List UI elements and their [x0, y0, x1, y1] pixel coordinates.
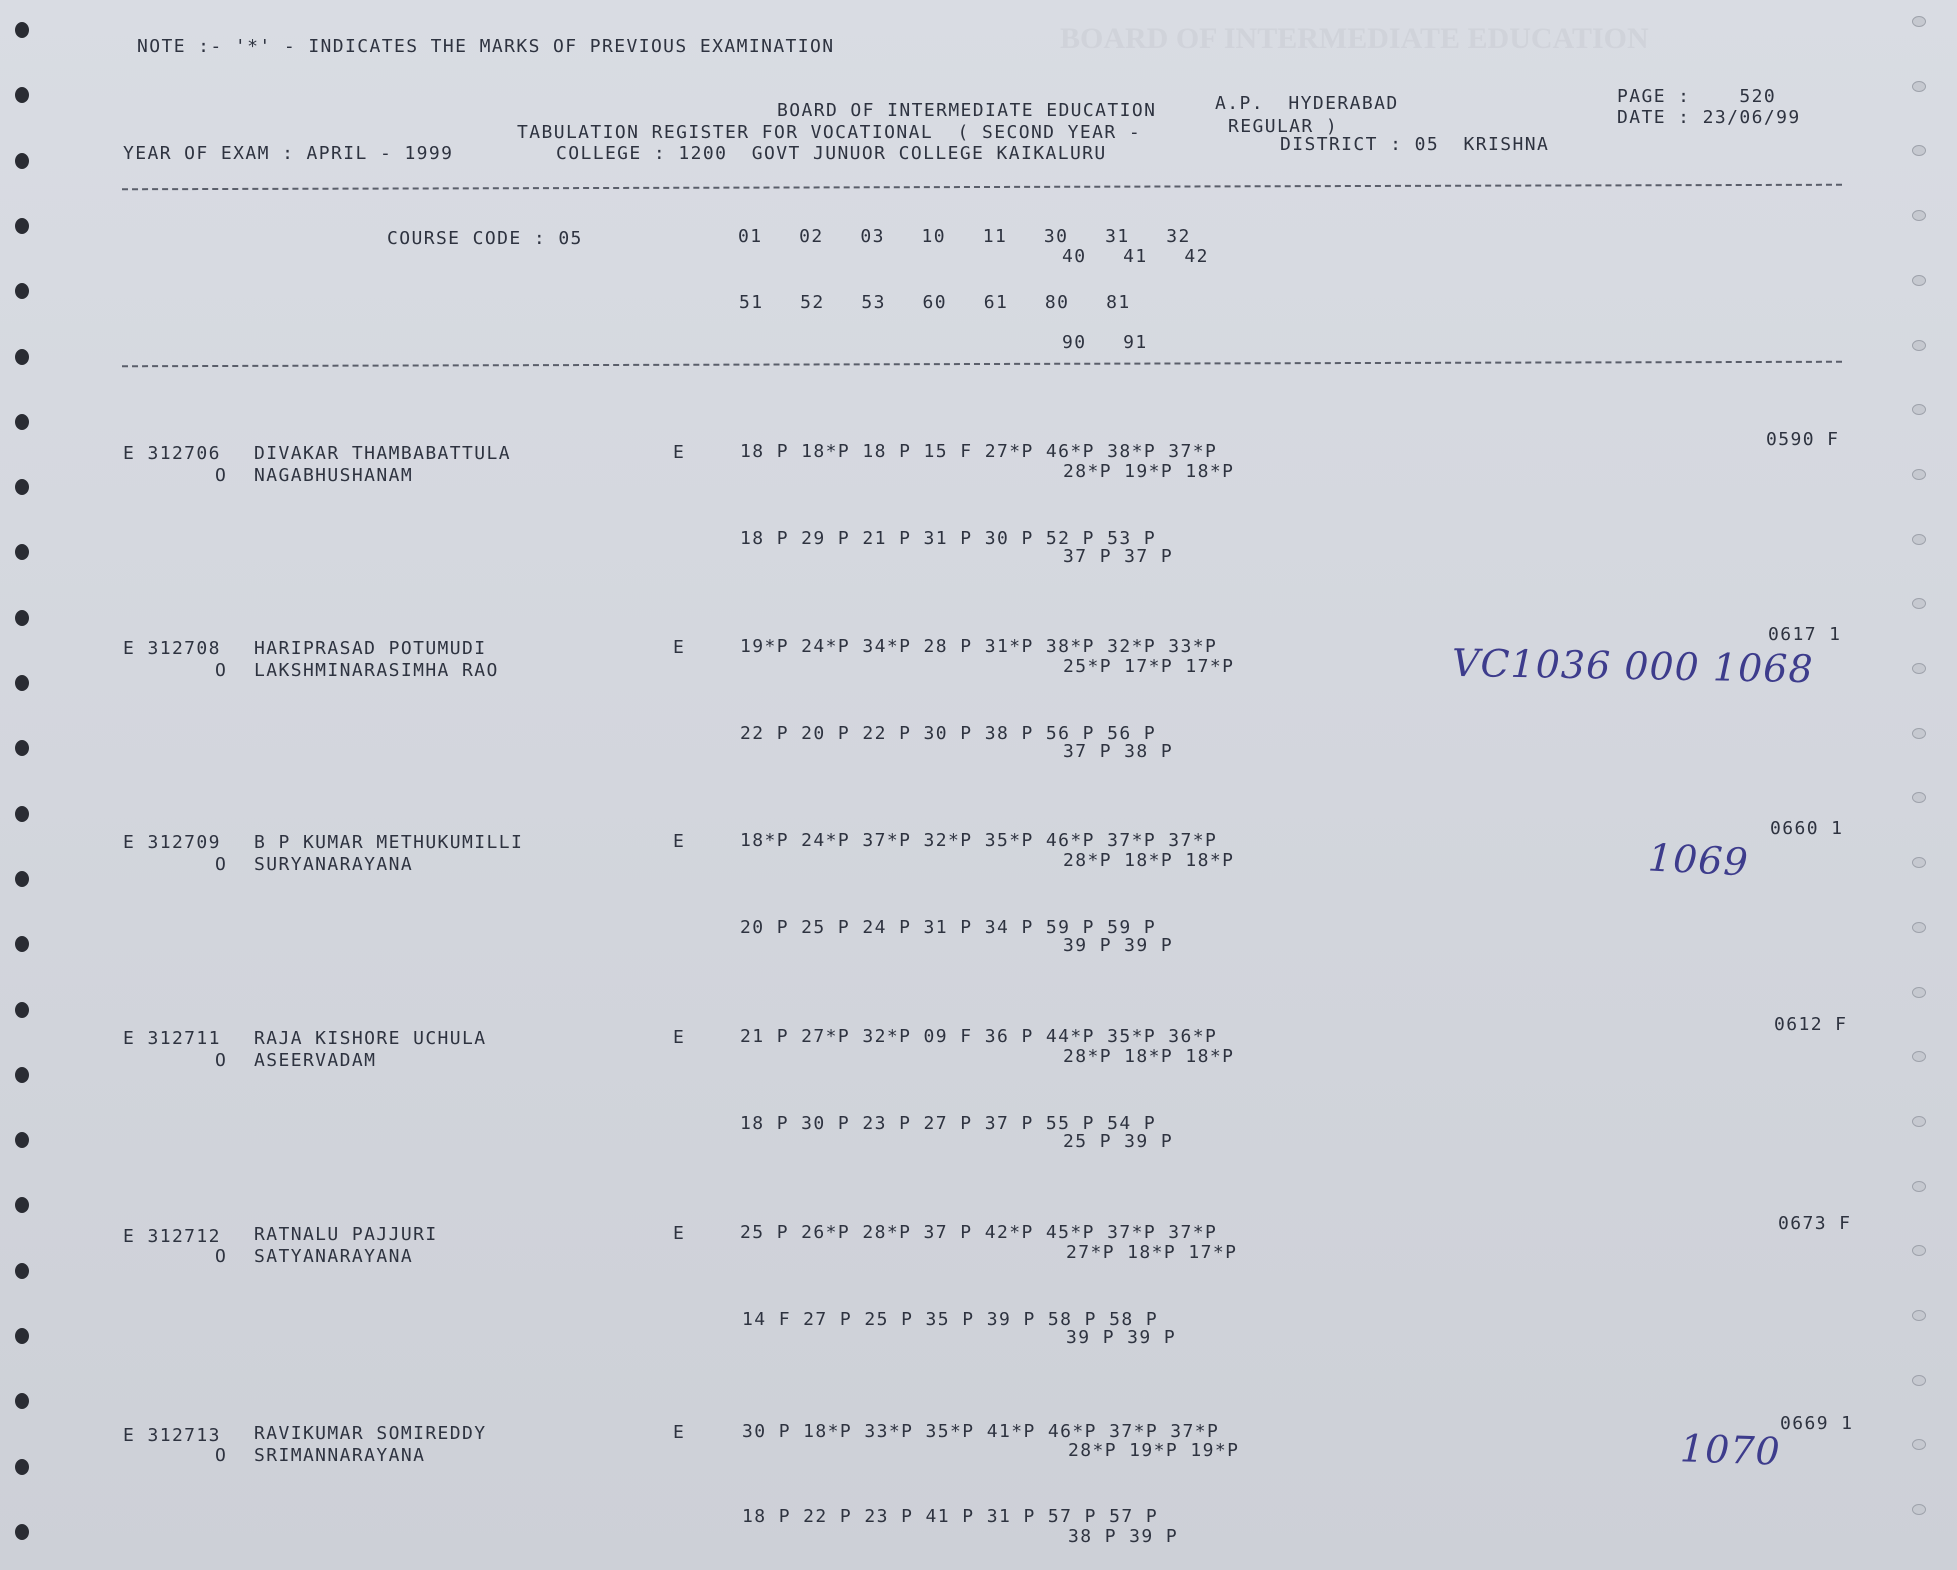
- feed-hole: [15, 610, 29, 626]
- marks-row1: 19*P 24*P 34*P 28 P 31*P 38*P 32*P 33*P: [740, 636, 1218, 657]
- feed-hole: [15, 871, 29, 887]
- group-code: E: [673, 1027, 686, 1048]
- subject-codes-row2: 51 52 53 60 61 80 81: [739, 292, 1131, 313]
- total-result: 0617 1: [1768, 624, 1842, 645]
- subject-codes-row1: 01 02 03 10 11 30 31 32: [738, 226, 1191, 247]
- feed-hole: [15, 1524, 29, 1540]
- feed-hole: [1912, 598, 1926, 609]
- marks-row1b: 25*P 17*P 17*P: [1063, 656, 1235, 677]
- feed-hole: [15, 414, 29, 430]
- feed-hole: [1912, 1181, 1926, 1192]
- feed-hole: [1912, 728, 1926, 739]
- feed-hole: [15, 1132, 29, 1148]
- student-name: DIVAKAR THAMBABATTULA: [254, 443, 511, 464]
- feed-hole: [1912, 340, 1926, 351]
- student-name: B P KUMAR METHUKUMILLI: [254, 832, 524, 853]
- handwritten-note: 1069: [1646, 835, 1750, 885]
- feed-hole: [1912, 534, 1926, 545]
- marks-row2: 18 P 29 P 21 P 31 P 30 P 52 P 53 P: [740, 528, 1157, 549]
- feed-hole: [1912, 922, 1926, 933]
- total-result: 0612 F: [1774, 1014, 1848, 1035]
- state-city: A.P. HYDERABAD: [1215, 93, 1399, 114]
- board-title: BOARD OF INTERMEDIATE EDUCATION: [777, 100, 1157, 121]
- feed-hole: [1912, 1439, 1926, 1450]
- feed-hole: [15, 675, 29, 691]
- marks-row1b: 28*P 18*P 18*P: [1063, 1046, 1235, 1067]
- feed-hole: [1912, 275, 1926, 286]
- feed-hole: [15, 22, 29, 38]
- student-name: HARIPRASAD POTUMUDI: [254, 638, 487, 659]
- bleed-through-text: BOARD OF INTERMEDIATE EDUCATION: [1060, 22, 1649, 55]
- marks-row1b: 28*P 19*P 18*P: [1063, 461, 1235, 482]
- feed-hole: [1912, 1504, 1926, 1515]
- marks-row2b: 37 P 38 P: [1063, 741, 1174, 762]
- page-number: PAGE : 520: [1617, 86, 1777, 107]
- total-result: 0669 1: [1780, 1413, 1854, 1434]
- district-line: DISTRICT : 05 KRISHNA: [1280, 134, 1550, 155]
- medium-code: O: [215, 854, 228, 875]
- reg-number: E 312713: [123, 1425, 221, 1446]
- feed-hole: [1912, 404, 1926, 415]
- year-of-exam: YEAR OF EXAM : APRIL - 1999: [123, 143, 454, 164]
- parent-name: ASEERVADAM: [254, 1050, 377, 1071]
- student-name: RAVIKUMAR SOMIREDDY: [254, 1423, 487, 1444]
- feed-hole: [15, 544, 29, 560]
- student-name: RAJA KISHORE UCHULA: [254, 1028, 487, 1049]
- handwritten-note: 1070: [1679, 1426, 1782, 1474]
- total-result: 0660 1: [1770, 818, 1844, 839]
- parent-name: SATYANARAYANA: [254, 1246, 414, 1267]
- medium-code: O: [215, 465, 228, 486]
- course-code-label: COURSE CODE : 05: [387, 228, 583, 249]
- feed-hole: [15, 87, 29, 103]
- total-result: 0673 F: [1778, 1213, 1852, 1234]
- feed-hole: [1912, 987, 1926, 998]
- dashed-rule-top: [122, 184, 1842, 191]
- feed-hole: [1912, 16, 1926, 27]
- feed-hole: [15, 1197, 29, 1213]
- parent-name: LAKSHMINARASIMHA RAO: [254, 660, 499, 681]
- reg-number: E 312709: [123, 832, 221, 853]
- parent-name: SRIMANNARAYANA: [254, 1445, 426, 1466]
- feed-hole: [15, 1263, 29, 1279]
- feed-hole: [15, 740, 29, 756]
- marks-row1: 18 P 18*P 18 P 15 F 27*P 46*P 38*P 37*P: [740, 441, 1218, 462]
- feed-hole: [1912, 1116, 1926, 1127]
- feed-hole: [1912, 1245, 1926, 1256]
- group-code: E: [673, 1223, 686, 1244]
- feed-hole: [1912, 1375, 1926, 1386]
- feed-hole: [15, 349, 29, 365]
- feed-hole: [1912, 210, 1926, 221]
- group-code: E: [673, 831, 686, 852]
- feed-hole: [15, 1067, 29, 1083]
- feed-hole: [1912, 663, 1926, 674]
- register-title: TABULATION REGISTER FOR VOCATIONAL ( SECOND YEAR -: [517, 122, 1142, 143]
- feed-hole: [15, 1328, 29, 1344]
- feed-hole: [1912, 792, 1926, 803]
- medium-code: O: [215, 1050, 228, 1071]
- dashed-rule-bottom: [122, 361, 1842, 368]
- marks-row1b: 28*P 18*P 18*P: [1063, 850, 1235, 871]
- total-result: 0590 F: [1766, 429, 1840, 450]
- feed-hole: [15, 936, 29, 952]
- group-code: E: [673, 1422, 686, 1443]
- feed-hole: [15, 218, 29, 234]
- reg-number: E 312712: [123, 1226, 221, 1247]
- marks-row2b: 25 P 39 P: [1063, 1131, 1174, 1152]
- handwritten-note: VC1036 000 1068: [1451, 640, 1814, 692]
- feed-hole: [1912, 81, 1926, 92]
- feed-hole: [15, 1393, 29, 1409]
- group-code: E: [673, 442, 686, 463]
- feed-hole: [1912, 469, 1926, 480]
- medium-code: O: [215, 660, 228, 681]
- marks-row1: 18*P 24*P 37*P 32*P 35*P 46*P 37*P 37*P: [740, 830, 1218, 851]
- feed-hole: [15, 1002, 29, 1018]
- marks-row2b: 37 P 37 P: [1063, 546, 1174, 567]
- marks-row2: 18 P 30 P 23 P 27 P 37 P 55 P 54 P: [740, 1113, 1157, 1134]
- student-name: RATNALU PAJJURI: [254, 1224, 438, 1245]
- subject-codes-row3: 90 91: [1062, 332, 1148, 353]
- marks-row1b: 27*P 18*P 17*P: [1066, 1242, 1238, 1263]
- feed-hole: [15, 153, 29, 169]
- feed-hole: [15, 806, 29, 822]
- subject-codes-row1b: 40 41 42: [1062, 246, 1209, 267]
- regular-label: REGULAR ): [1228, 116, 1339, 137]
- marks-row2b: 39 P 39 P: [1066, 1327, 1177, 1348]
- reg-number: E 312706: [123, 443, 221, 464]
- feed-hole: [15, 283, 29, 299]
- print-date: DATE : 23/06/99: [1617, 107, 1801, 128]
- marks-row1: 30 P 18*P 33*P 35*P 41*P 46*P 37*P 37*P: [742, 1421, 1220, 1442]
- marks-row2: 18 P 22 P 23 P 41 P 31 P 57 P 57 P: [742, 1506, 1159, 1527]
- parent-name: NAGABHUSHANAM: [254, 465, 414, 486]
- marks-row1: 25 P 26*P 28*P 37 P 42*P 45*P 37*P 37*P: [740, 1222, 1218, 1243]
- college-line: COLLEGE : 1200 GOVT JUNUOR COLLEGE KAIKALURU: [556, 143, 1107, 164]
- feed-hole: [1912, 857, 1926, 868]
- feed-hole: [1912, 1051, 1926, 1062]
- feed-hole: [15, 1459, 29, 1475]
- group-code: E: [673, 637, 686, 658]
- marks-row1: 21 P 27*P 32*P 09 F 36 P 44*P 35*P 36*P: [740, 1026, 1218, 1047]
- marks-row2: 22 P 20 P 22 P 30 P 38 P 56 P 56 P: [740, 723, 1157, 744]
- feed-hole: [15, 479, 29, 495]
- marks-row2: 14 F 27 P 25 P 35 P 39 P 58 P 58 P: [742, 1309, 1159, 1330]
- marks-row2: 20 P 25 P 24 P 31 P 34 P 59 P 59 P: [740, 917, 1157, 938]
- marks-row1b: 28*P 19*P 19*P: [1068, 1440, 1240, 1461]
- reg-number: E 312708: [123, 638, 221, 659]
- note-line: NOTE :- '*' - INDICATES THE MARKS OF PREVIOUS EXAMINATION: [137, 36, 835, 57]
- parent-name: SURYANARAYANA: [254, 854, 414, 875]
- feed-hole: [1912, 1310, 1926, 1321]
- marks-row2b: 38 P 39 P: [1068, 1526, 1179, 1547]
- feed-hole: [1912, 145, 1926, 156]
- medium-code: O: [215, 1445, 228, 1466]
- reg-number: E 312711: [123, 1028, 221, 1049]
- marks-row2b: 39 P 39 P: [1063, 935, 1174, 956]
- medium-code: O: [215, 1246, 228, 1267]
